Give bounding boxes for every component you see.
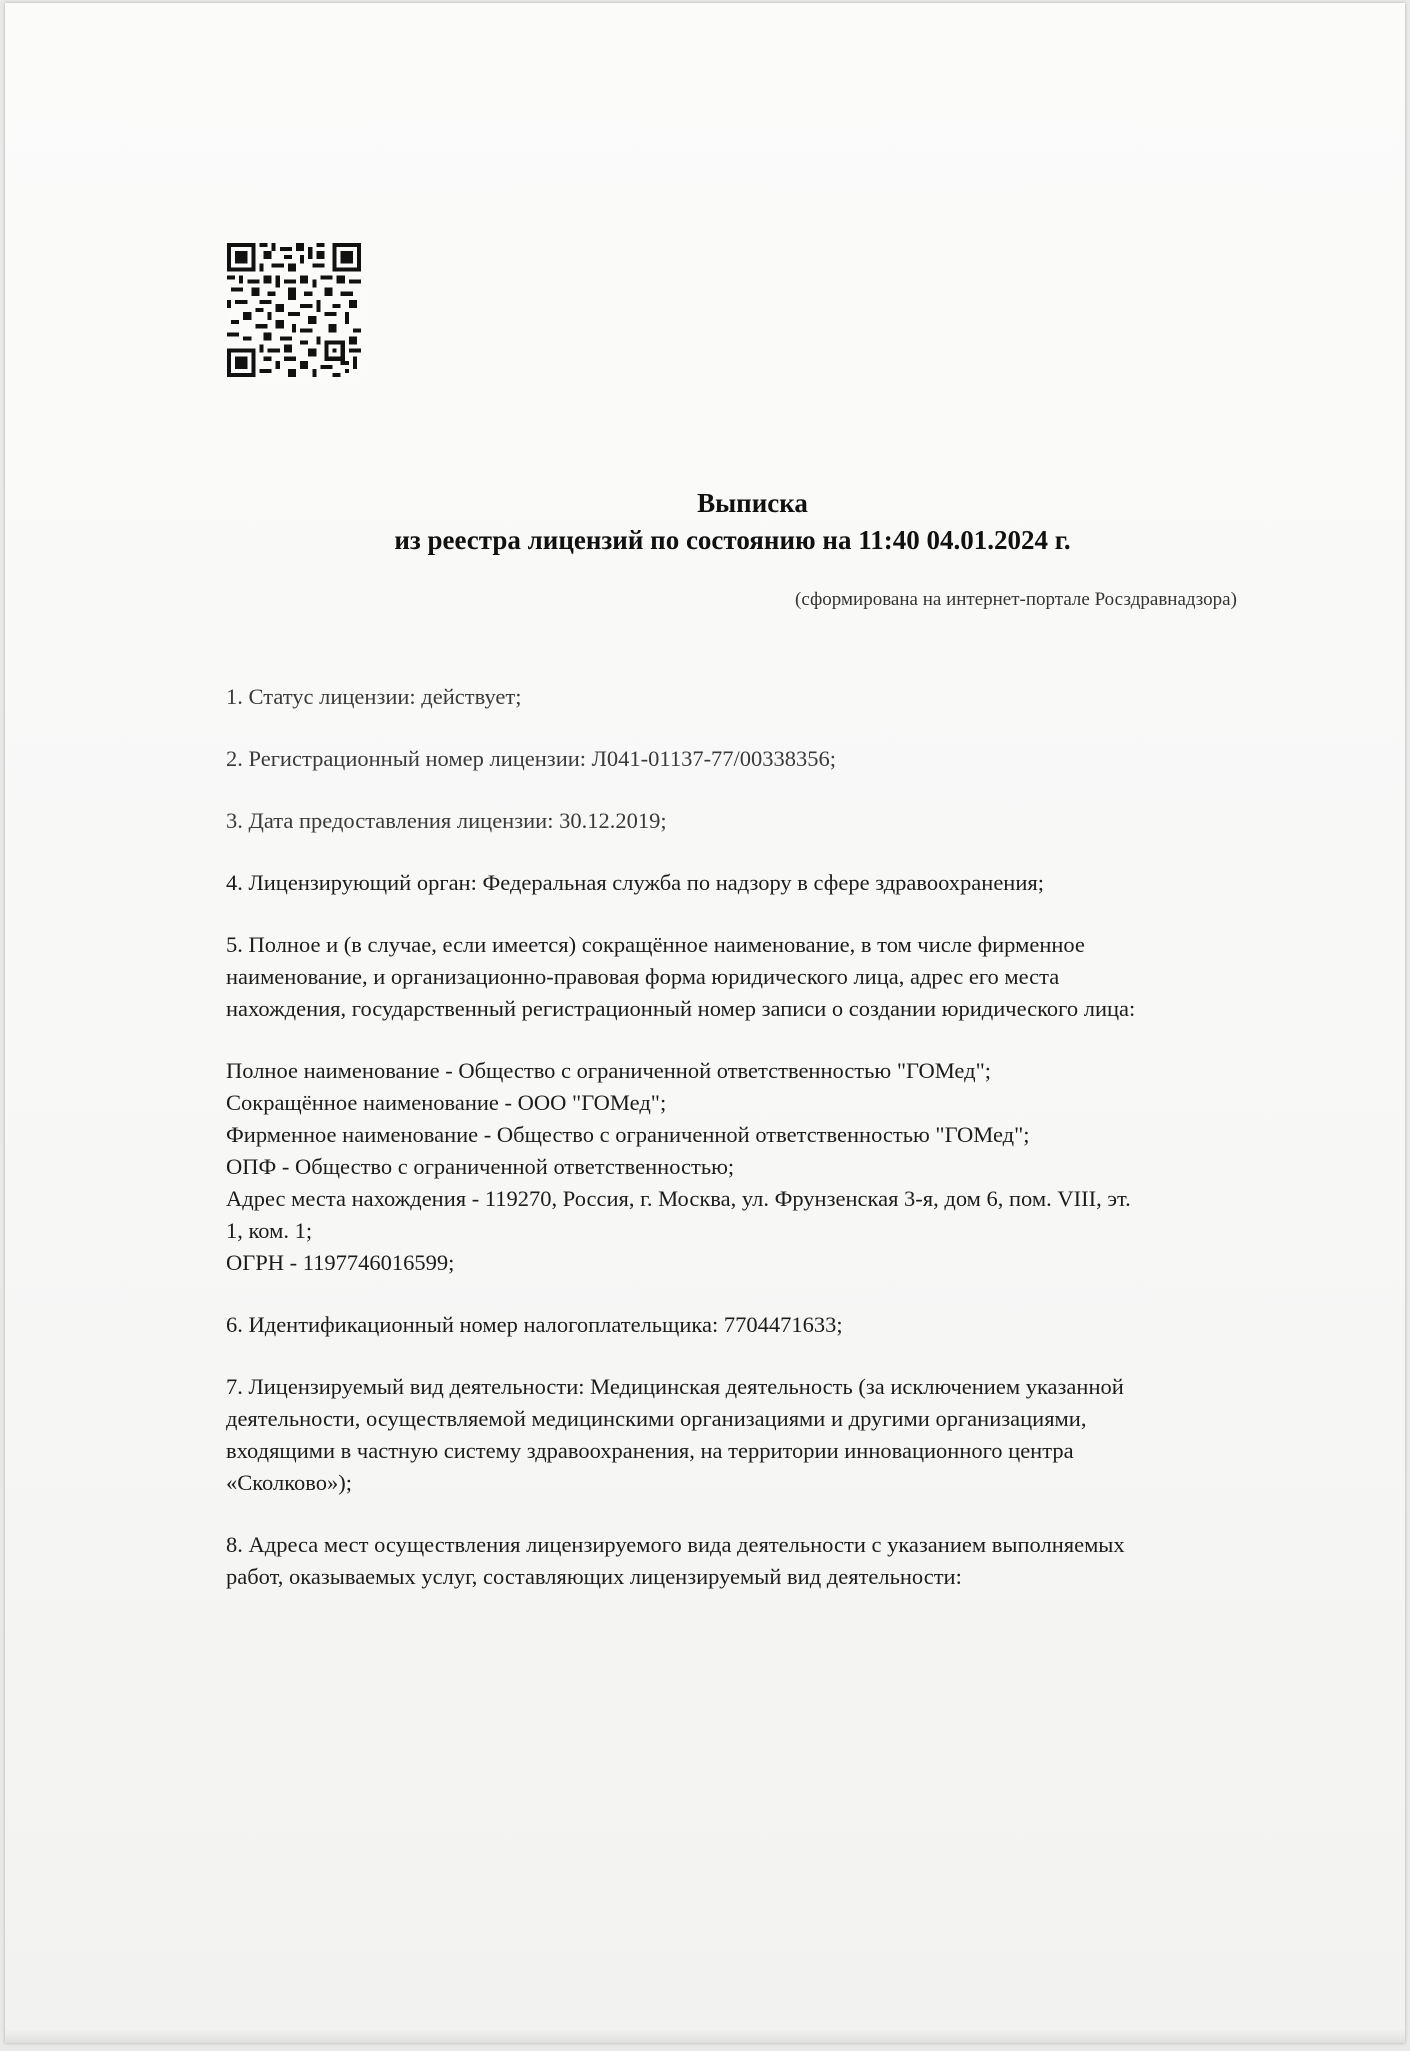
entity-address-line-1: Адрес места нахождения - 119270, Россия, г. Москва, ул. Фрунзенская 3-я, дом 6, пом. VIII, эт. <box>226 1186 1131 1211</box>
item-grant-date: 3. Дата предоставления лицензии: 30.12.2019; <box>226 808 667 833</box>
activity-line-1: 7. Лицензируемый вид деятельности: Медицинская деятельность (за исключением указанной <box>226 1374 1124 1399</box>
entity-address-line-2: 1, ком. 1; <box>226 1218 313 1243</box>
entity-details <box>226 1055 1286 1279</box>
title-line-1: Выписка <box>697 488 808 518</box>
item-status: 1. Статус лицензии: действует; <box>226 684 522 709</box>
document-page <box>5 3 1405 2043</box>
entity-heading-line-2: наименование, и организационно-правовая форма юридического лица, адрес его места <box>226 964 1060 989</box>
entity-ogrn: ОГРН - 1197746016599; <box>226 1250 455 1275</box>
addresses-line-2: работ, оказываемых услуг, составляющих лицензируемый вид деятельности: <box>226 1564 962 1589</box>
entity-heading-line-1: 5. Полное и (в случае, если имеется) сокращённое наименование, в том числе фирменное <box>226 932 1085 957</box>
entity-short-name: Сокращённое наименование - ООО "ГОМед"; <box>226 1090 667 1115</box>
activity-line-4: «Сколково»); <box>226 1470 352 1495</box>
qr-code-icon <box>227 243 361 377</box>
item-inn: 6. Идентификационный номер налогоплательщика: 7704471633; <box>226 1312 843 1337</box>
item-addresses <box>226 1529 1286 1593</box>
entity-full-name: Полное наименование - Общество с ограниченной ответственностью "ГОМед"; <box>226 1058 991 1083</box>
entity-opf: ОПФ - Общество с ограниченной ответственностью; <box>226 1154 735 1179</box>
document-title <box>5 485 1405 559</box>
document-body <box>226 681 1286 1623</box>
activity-line-3: входящими в частную систему здравоохранения, на территории инновационного центра <box>226 1438 1074 1463</box>
item-activity <box>226 1371 1286 1499</box>
source-note: (сформирована на интернет-портале Росздравнадзора) <box>795 589 1237 610</box>
item-entity-heading <box>226 929 1286 1025</box>
item-reg-number: 2. Регистрационный номер лицензии: Л041-01137-77/00338356; <box>226 746 837 771</box>
item-authority: 4. Лицензирующий орган: Федеральная служба по надзору в сфере здравоохранения; <box>226 870 1044 895</box>
entity-heading-line-3: нахождения, государственный регистрационный номер записи о создании юридического лица: <box>226 996 1136 1021</box>
addresses-line-1: 8. Адреса мест осуществления лицензируемого вида деятельности с указанием выполняемых <box>226 1532 1125 1557</box>
page-edge-shadow <box>5 2029 1405 2043</box>
title-line-2: из реестра лицензий по состоянию на 11:40 04.01.2024 г. <box>394 525 1071 555</box>
entity-brand-name: Фирменное наименование - Общество с ограниченной ответственностью "ГОМед"; <box>226 1122 1030 1147</box>
activity-line-2: деятельности, осуществляемой медицинскими организациями и другими организациями, <box>226 1406 1087 1431</box>
